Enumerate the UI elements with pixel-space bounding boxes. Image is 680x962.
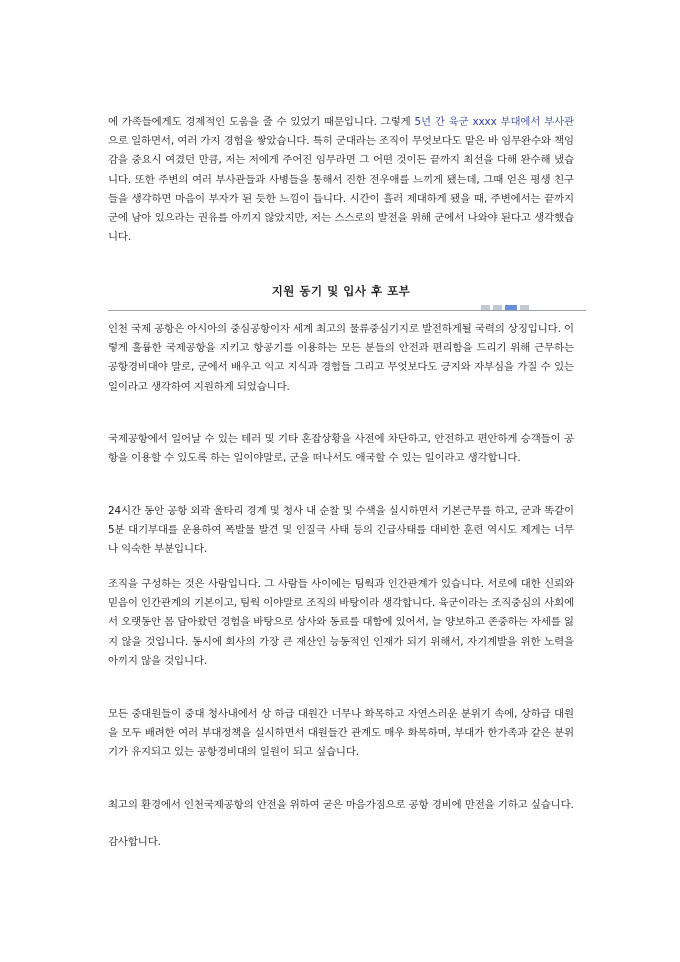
highlighted-text: 5년 간 육군 xxxx 부대에서 부사관	[414, 116, 574, 128]
thanks-line: 감사합니다.	[108, 836, 161, 848]
body-paragraph: 모든 중대원들이 중대 청사내에서 상 하급 대원간 너무나 화목하고 자연스러운 분위기 속에, 상하급 대원을 모두 배려한 여러 부대정책을 실시하면서 대원들간 관계도 매우 화목하며, 부대가 한가족과 같은 분위기가 유지되고 있는 공항경비대의 일원이 되고 싶습니다.	[108, 708, 574, 759]
body-paragraph: 24시간 동안 공항 외곽 울타리 경계 및 청사 내 순찰 및 수색을 실시하면서 기본근무를 하고, 군과 똑같이 5분 대기부대를 운용하여 폭발물 발견 및 인질극 사태 등의 긴급사태를 대비한 훈련 역시도 제게는 너무나 익숙한 부분입니다.	[108, 505, 574, 556]
section-title: 지원 동기 및 입사 후 포부	[271, 284, 411, 298]
intro-text-start: 에 가족들에게도 경제적인 도움을 줄 수 있었기 때문입니다. 그렇게	[108, 116, 415, 128]
section-divider	[108, 310, 586, 311]
body-paragraph: 조직을 구성하는 것은 사람입니다. 그 사람들 사이에는 팀웍과 인간관계가 있습니다. 서로에 대한 신뢰와 믿음이 인간관계의 기본이고, 팀웍 이야말로 조직의 바탕이라 생각합니다. 육군이라는 조직중심의 사회에서 오랫동안 몸 담아왔던 경험을 바탕으로 상사와 동료를 대함에 있어서, 늘 양보하고 존중하는 자세를 잃지 않을 것입니다. 동시에 회사의 가장 큰 재산인 능동적인 인재가 되기 위해서, 자기계발을 위한 노력을 아끼지 않을 것입니다.	[108, 578, 574, 667]
body-paragraph: 인천 국제 공항은 아시아의 중심공항이자 세계 최고의 물류중심기지로 발전하게될 국력의 상징입니다. 이렇게 훌륭한 국제공항을 지키고 항공기를 이용하는 모든 분들의 안전과 편리함을 드리기 위해 근무하는 공항경비대야 말로, 군에서 배우고 익고 지식과 경험들 그리고 무엇보다도 긍지와 자부심을 가질 수 있는 일이라고 생각하여 지원하게 되었습니다.	[108, 323, 574, 393]
intro-text-end: 으로 일하면서, 여러 가지 경험을 쌓았습니다. 특히 군대라는 조직이 무엇보다도 맡은 바 임무완수와 책임감을 중요시 여겼던 만큼, 저는 저에게 주어진 임무라면 그 어떤 것이든 끝까지 최선을 다해 완수해 냈습니다. 또한 주변의 여러 부사관들과 사병들을 통해서 진한 전우애를 느끼게 됐는데, 그때 얻은 평생 친구들을 생각하면 마음이 부자가 된 듯한 느낌이 듭니다. 시간이 흘러 제대하게 됐을 때, 주변에서는 끝까지 군에 남아 있으라는 권유를 아끼지 않았지만, 저는 스스로의 발전을 위해 군에서 나와야 된다고 생각했습니다.	[108, 135, 574, 244]
intro-paragraph	[108, 113, 574, 247]
body-paragraph: 국제공항에서 일어날 수 있는 테러 및 기타 혼잡상황을 사전에 차단하고, 안전하고 편안하게 승객들이 공항을 이용할 수 있도록 하는 일이야말로, 군을 떠나서도 애국할 수 있는 일이라고 생각합니다.	[108, 433, 574, 465]
closing-paragraph: 최고의 환경에서 인천국제공항의 안전을 위하여 굳은 마음가짐으로 공항 경비에 만전을 기하고 싶습니다.	[108, 799, 574, 811]
